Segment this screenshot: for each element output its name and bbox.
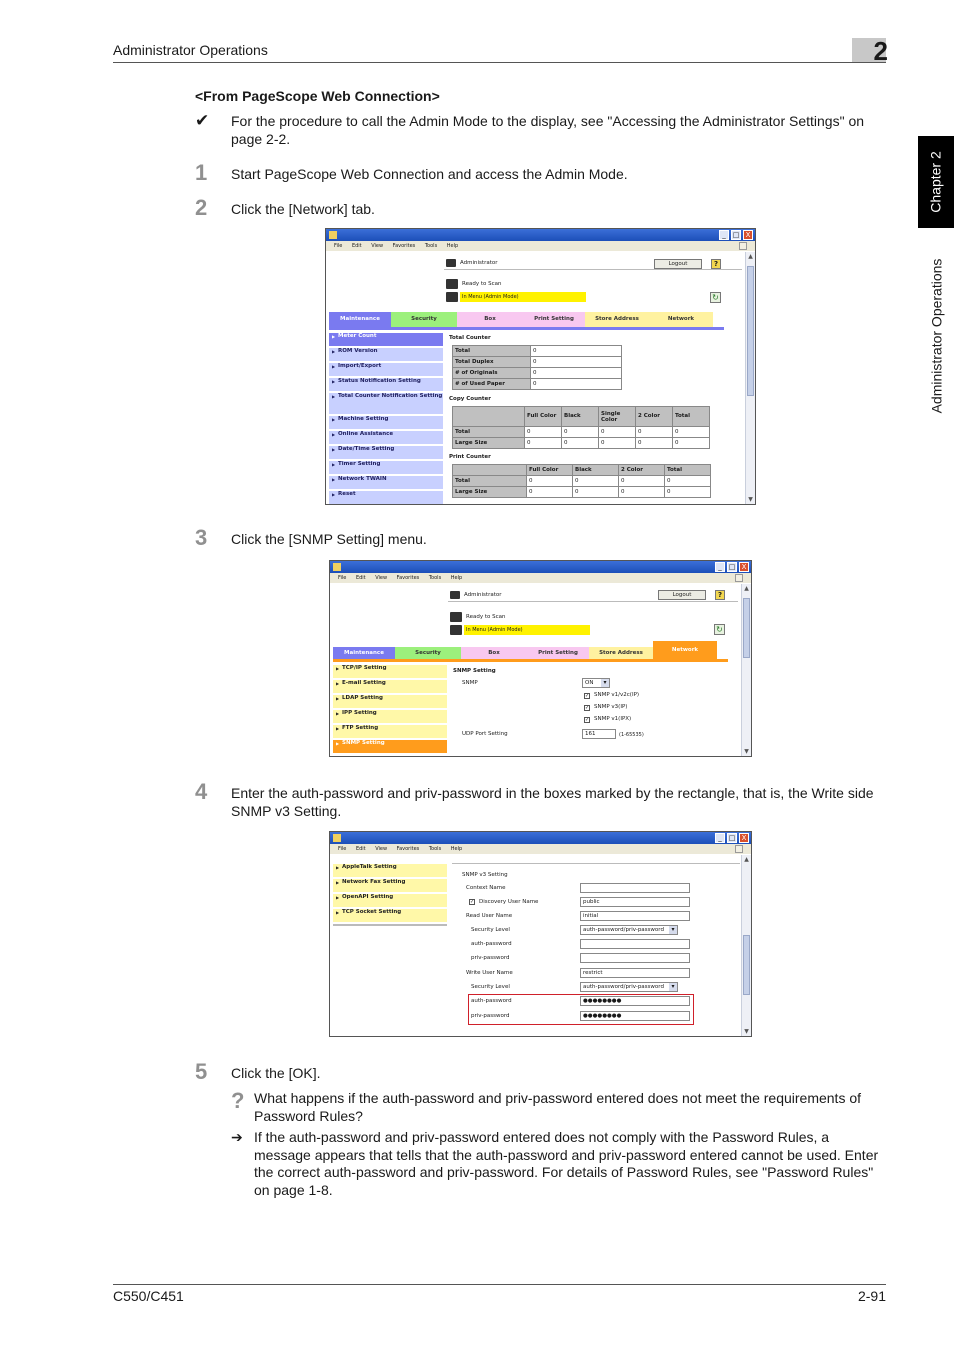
status-ready: Ready to Scan bbox=[466, 614, 506, 620]
menu-item[interactable]: ▶ OpenAPI Setting bbox=[333, 894, 447, 908]
tab-security[interactable]: Security bbox=[395, 647, 461, 659]
read-security-level-select[interactable]: auth-password/priv-password ▾ bbox=[580, 925, 678, 935]
snmp-v1v2c-checkbox[interactable]: ✓ bbox=[585, 693, 590, 699]
snmp-v1-ipx-checkbox[interactable]: ✓ bbox=[585, 717, 590, 723]
menu-item[interactable]: ▶ Online Assistance bbox=[329, 431, 443, 445]
screenshot-snmp-v3-setting bbox=[329, 831, 752, 1037]
browser-icon bbox=[333, 563, 341, 571]
snmp-v1v2c-label: SNMP v1/v2c(IP) bbox=[594, 692, 640, 698]
window-titlebar bbox=[330, 561, 751, 573]
step-text: Start PageScope Web Connection and access the Admin Mode. bbox=[231, 166, 628, 182]
menu-item[interactable]: ▶ IPP Setting bbox=[333, 710, 447, 724]
menu-item[interactable]: ▶ Status Notification Setting bbox=[329, 378, 443, 392]
question-icon: ? bbox=[231, 1088, 245, 1113]
main-tabs bbox=[333, 644, 717, 659]
step-text: Click the [SNMP Setting] menu. bbox=[231, 531, 427, 547]
udp-port-range: (1-65535) bbox=[619, 732, 644, 738]
maximize-button[interactable]: □ bbox=[728, 834, 736, 842]
step-text: Click the [OK]. bbox=[231, 1065, 321, 1081]
maximize-button[interactable]: □ bbox=[732, 231, 740, 239]
logout-button[interactable]: Logout bbox=[658, 590, 706, 600]
udp-port-input[interactable]: 161 bbox=[582, 729, 616, 739]
discovery-user-checkbox[interactable]: ✓ bbox=[470, 899, 475, 905]
tab-network-active[interactable]: Network bbox=[653, 641, 717, 659]
menu-item-snmp-setting[interactable]: ▶ SNMP Setting bbox=[333, 740, 447, 754]
context-name-label: Context Name bbox=[466, 885, 506, 891]
tab-store-address[interactable]: Store Address bbox=[585, 312, 649, 327]
step-number: 1 bbox=[195, 160, 208, 185]
refresh-icon[interactable]: ↻ bbox=[710, 292, 721, 303]
menu-item[interactable]: ▶ Reset bbox=[329, 491, 443, 505]
refresh-icon[interactable]: ↻ bbox=[714, 624, 725, 635]
copy-counter-title: Copy Counter bbox=[449, 396, 491, 402]
footer-rule bbox=[113, 1284, 886, 1285]
minimize-button[interactable]: _ bbox=[715, 833, 725, 843]
printer-icon bbox=[450, 612, 462, 622]
footer-page-number: 2-91 bbox=[857, 1288, 886, 1304]
menu-item[interactable]: ▶ TCP/IP Setting bbox=[333, 665, 447, 679]
write-security-level-label: Security Level bbox=[471, 984, 510, 990]
tab-network[interactable]: Network bbox=[649, 312, 713, 327]
answer-text: If the auth-password and priv-password entered does not comply with the Password Rules, a message appears that tells that the auth-password and priv-password entered cannot be used. Enter the correct auth-password and priv-password. For details of Password Rules, see "Password Rules" on page 1-8. bbox=[254, 1129, 879, 1198]
status-admin-mode: In Menu (Admin Mode) bbox=[464, 625, 590, 635]
read-auth-password-label: auth-password bbox=[471, 941, 512, 947]
total-counter-title: Total Counter bbox=[449, 335, 491, 341]
read-priv-password-input[interactable] bbox=[580, 953, 690, 963]
menu-item[interactable]: ▶ Date/Time Setting bbox=[329, 446, 443, 460]
note-text: For the procedure to call the Admin Mode to the display, see "Accessing the Administrator Settings" on page 2-2. bbox=[231, 113, 865, 147]
read-user-label: Read User Name bbox=[466, 913, 513, 919]
step-number: 5 bbox=[195, 1059, 208, 1084]
vertical-scrollbar[interactable]: ▲ ▼ bbox=[741, 855, 751, 1036]
windows-logo-icon bbox=[735, 574, 743, 582]
minimize-button[interactable]: _ bbox=[715, 562, 725, 572]
menu-item[interactable]: ▶ TCP Socket Setting bbox=[333, 909, 447, 923]
printer-icon bbox=[450, 625, 462, 635]
snmp-select[interactable]: ON ▾ bbox=[582, 678, 610, 688]
udp-port-label: UDP Port Setting bbox=[462, 731, 508, 737]
write-security-level-select[interactable]: auth-password/priv-password ▾ bbox=[580, 982, 678, 992]
tab-band bbox=[333, 659, 728, 662]
main-tabs bbox=[329, 312, 713, 327]
browser-menubar[interactable]: File Edit View Favorites Tools Help bbox=[330, 573, 751, 583]
tab-box[interactable]: Box bbox=[457, 312, 523, 327]
write-user-input[interactable]: restrict bbox=[580, 968, 690, 978]
chapter-number: 2 bbox=[873, 36, 888, 66]
context-name-input[interactable] bbox=[580, 883, 690, 893]
browser-menubar[interactable]: File Edit View Favorites Tools Help bbox=[326, 241, 755, 251]
section-title: <From PageScope Web Connection> bbox=[195, 88, 440, 104]
section-divider bbox=[452, 863, 740, 864]
tab-maintenance[interactable]: Maintenance bbox=[329, 312, 391, 327]
question-text: What happens if the auth-password and priv-password entered does not meet the requirements of Password Rules? bbox=[254, 1090, 862, 1124]
tab-print-setting[interactable]: Print Setting bbox=[527, 647, 589, 659]
browser-icon bbox=[329, 231, 337, 239]
close-button[interactable]: X bbox=[739, 562, 749, 572]
printer-icon bbox=[446, 292, 458, 302]
menu-item[interactable]: ▶ AppleTalk Setting bbox=[333, 864, 447, 878]
write-user-label: Write User Name bbox=[466, 970, 513, 976]
status-ready: Ready to Scan bbox=[462, 281, 502, 287]
window-titlebar bbox=[326, 229, 755, 241]
windows-logo-icon bbox=[735, 845, 743, 853]
print-counter-table: Full Color Black 2 Color Total Total 0 0 0 0 Large Size 0 0 0 0 bbox=[452, 464, 711, 498]
browser-icon bbox=[333, 834, 341, 842]
vertical-scrollbar[interactable]: ▲ ▼ bbox=[741, 584, 751, 756]
menu-item[interactable]: ▶ ROM Version bbox=[329, 348, 443, 362]
step-text: Enter the auth-password and priv-password in the boxes marked by the rectangle, that is, the Write side SNMP v3 Setting. bbox=[231, 785, 874, 819]
menu-item[interactable]: ▶ LDAP Setting bbox=[333, 695, 447, 709]
menu-item-meter-count[interactable]: ▶ Meter Count bbox=[329, 333, 443, 347]
snmp-setting-title: SNMP Setting bbox=[453, 668, 496, 674]
step-number: 4 bbox=[195, 779, 208, 804]
section-side-tab: Administrator Operations bbox=[928, 258, 944, 414]
menu-item[interactable]: ▶ Timer Setting bbox=[329, 461, 443, 475]
admin-label: Administrator bbox=[464, 592, 502, 598]
checkmark-icon: ✔ bbox=[195, 111, 210, 130]
discovery-user-label: Discovery User Name bbox=[479, 899, 539, 905]
tab-print-setting[interactable]: Print Setting bbox=[523, 312, 585, 327]
window-titlebar bbox=[330, 832, 751, 844]
footer-model: C550/C451 bbox=[113, 1288, 184, 1304]
printer-icon bbox=[446, 279, 458, 289]
tab-maintenance[interactable]: Maintenance bbox=[333, 647, 395, 659]
menu-item[interactable]: ▶ Machine Setting bbox=[329, 416, 443, 430]
write-auth-password-input[interactable]: ●●●●●●●● bbox=[580, 996, 690, 1006]
vertical-scrollbar[interactable]: ▲ ▼ bbox=[745, 252, 755, 504]
step-text: Click the [Network] tab. bbox=[231, 201, 375, 217]
logout-button[interactable]: Logout bbox=[654, 259, 702, 269]
close-button[interactable]: X bbox=[739, 833, 749, 843]
menu-item[interactable]: ▶ Network Fax Setting bbox=[333, 879, 447, 893]
step-number: 3 bbox=[195, 525, 208, 550]
help-icon[interactable]: ? bbox=[715, 590, 725, 600]
read-priv-password-label: priv-password bbox=[471, 955, 510, 961]
write-priv-password-input[interactable]: ●●●●●●●● bbox=[580, 1011, 690, 1021]
browser-menubar[interactable]: File Edit View Favorites Tools Help bbox=[330, 844, 751, 854]
copy-counter-table: Full Color Black Single Color 2 Color Total Total 0 0 0 0 0 Large Size 0 0 0 0 0 bbox=[452, 406, 710, 449]
read-auth-password-input[interactable] bbox=[580, 939, 690, 949]
read-security-level-label: Security Level bbox=[471, 927, 510, 933]
read-user-input[interactable]: initial bbox=[580, 911, 690, 921]
tab-store-address[interactable]: Store Address bbox=[589, 647, 653, 659]
close-button[interactable]: X bbox=[743, 230, 753, 240]
print-counter-title: Print Counter bbox=[449, 454, 491, 460]
snmp-v3-checkbox[interactable]: ✓ bbox=[585, 705, 590, 711]
step-number: 2 bbox=[195, 195, 208, 220]
menu-divider bbox=[333, 924, 447, 926]
admin-user-icon bbox=[450, 591, 460, 599]
snmp-v3-title: SNMP v3 Setting bbox=[462, 872, 508, 878]
menu-item[interactable]: ▶ Total Counter Notification Setting bbox=[329, 393, 443, 415]
menu-item[interactable]: ▶ Network TWAIN bbox=[329, 476, 443, 490]
maximize-button[interactable]: □ bbox=[728, 563, 736, 571]
tab-security[interactable]: Security bbox=[391, 312, 457, 327]
header-rule bbox=[113, 62, 886, 63]
screenshot-snmp-setting bbox=[329, 560, 752, 757]
admin-label: Administrator bbox=[460, 260, 498, 266]
admin-user-icon bbox=[446, 259, 456, 267]
menu-item[interactable]: ▶ FTP Setting bbox=[333, 725, 447, 739]
status-admin-mode: In Menu (Admin Mode) bbox=[460, 292, 586, 302]
menu-item[interactable]: ▶ Import/Export bbox=[329, 363, 443, 377]
chapter-side-tab-label: Chapter 2 bbox=[928, 151, 945, 213]
discovery-user-input[interactable]: public bbox=[580, 897, 690, 907]
write-auth-password-label: auth-password bbox=[471, 998, 512, 1004]
snmp-v3-label: SNMP v3(IP) bbox=[594, 704, 628, 710]
tab-box[interactable]: Box bbox=[461, 647, 527, 659]
total-counter-table: Total 0 Total Duplex 0 # of Originals 0 # of Used Paper 0 bbox=[452, 345, 622, 390]
arrow-icon: ➔ bbox=[231, 1129, 243, 1145]
snmp-v1-ipx-label: SNMP v1(IPX) bbox=[594, 716, 632, 722]
menu-item[interactable]: ▶ E-mail Setting bbox=[333, 680, 447, 694]
help-icon[interactable]: ? bbox=[711, 259, 721, 269]
screenshot-network-tab bbox=[325, 228, 756, 505]
snmp-label: SNMP bbox=[462, 680, 478, 686]
tab-band bbox=[329, 327, 724, 330]
running-header: Administrator Operations bbox=[113, 42, 268, 58]
minimize-button[interactable]: _ bbox=[719, 230, 729, 240]
windows-logo-icon bbox=[739, 242, 747, 250]
write-priv-password-label: priv-password bbox=[471, 1013, 510, 1019]
